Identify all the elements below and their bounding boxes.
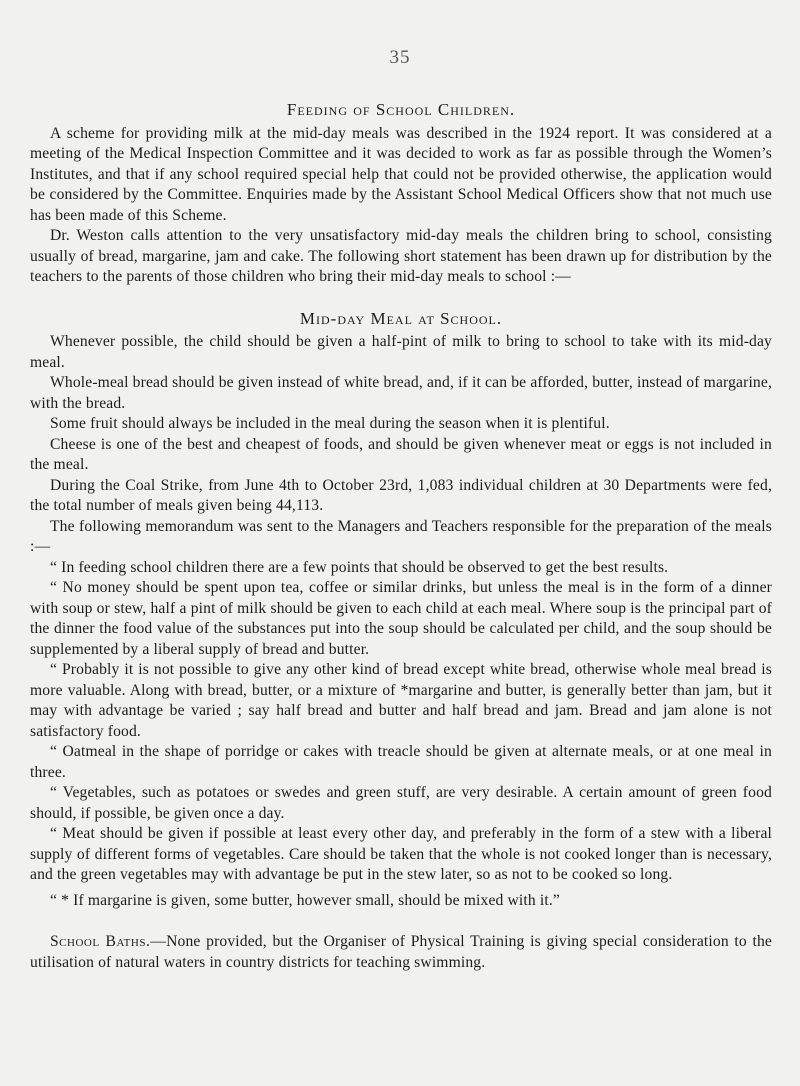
memo-item-bread: “ Probably it is not possible to give any other kind of bread except white bread, otherwise whole meal bread is more valuable. Along with bread, butter, or a mixture of *margarine and butter, is generally better than jam, but it may with advantage be varied ; say half bread and butter and half bread and jam. Bread and jam alone is not satisfactory food. [30,661,772,740]
page-content [30,100,772,973]
section-title: Feeding of School Children. [286,100,516,119]
paragraph-milk-scheme: A scheme for providing milk at the mid-day meals was described in the 1924 report. It was considered at a meeting of the Medical Inspection Committee and it was decided to work as far as possible through the Women’s Institutes, and that if any school required special help that could not be provided otherwise, the application would be considered by the Committee. Enquiries made by the Assistant School Medical Officers show that not much use has been made of this Scheme. [30,124,772,224]
memo-item-points: “ In feeding school children there are a few points that should be observed to get the best results. [50,558,669,576]
paragraph-school-baths [30,932,772,973]
paragraph-coal-strike: During the Coal Strike, from June 4th to October 23rd, 1,083 individual children at 30 Departments were fed, the total number of meals given being 44,113. [30,476,772,514]
memo-item-drinks: “ No money should be spent upon tea, coffee or similar drinks, but unless the meal is in the form of a dinner with soup or stew, half a pint of milk should be given to each child at each meal. Where soup is the principal part of the dinner the food value of the substances put into the soup should be calculated per child, and the soup should be supplemented by a liberal supply of bread and butter. [30,579,772,658]
school-baths-heading: School Baths. [50,933,151,950]
midday-item-bread: Whole-meal bread should be given instead of white bread, and, if it can be afforded, butter, instead of margarine, with the bread. [30,374,772,412]
memo-footnote: “ * If margarine is given, some butter, however small, should be mixed with it.” [50,891,560,909]
midday-meal-title: Mid-day Meal at School. [299,308,503,328]
page-number: 35 [389,47,411,68]
memo-item-meat: “ Meat should be given if possible at least every other day, and preferably in the form of a stew with a liberal supply of different forms of vegetables. Care should be taken that the whole is not cooked longer than is necessary, and the green vegetables may with advantage be put in the stew later, so as not to be cooked so long. [30,825,772,883]
paragraph-weston: Dr. Weston calls attention to the very unsatisfactory mid-day meals the children bring to school, consisting usually of bread, margarine, jam and cake. The following short statement has been drawn up for distribution by the teachers to the parents of those children who bring their mid-day meals to school :— [30,227,772,285]
midday-item-fruit: Some fruit should always be included in the meal during the season when it is plentiful. [50,415,610,432]
midday-item-milk: Whenever possible, the child should be given a half-pint of milk to bring to school to take with its mid-day meal. [30,333,772,371]
memo-item-vegetables: “ Vegetables, such as potatoes or swedes and green stuff, are very desirable. A certain amount of green food should, if possible, be given once a day. [30,784,772,822]
memo-item-oatmeal: “ Oatmeal in the shape of porridge or cakes with treacle should be given at alternate meals, or at one meal in three. [30,743,772,781]
paragraph-memo-intro: The following memorandum was sent to the Managers and Teachers responsible for the preparation of the meals :— [30,517,772,555]
school-baths-text: —None provided, but the Organiser of Physical Training is giving special consideration to the utilisation of natural waters in country districts for teaching swimming. [30,933,772,971]
midday-item-cheese: Cheese is one of the best and cheapest of foods, and should be given whenever meat or eggs is not included in the meal. [30,435,772,473]
